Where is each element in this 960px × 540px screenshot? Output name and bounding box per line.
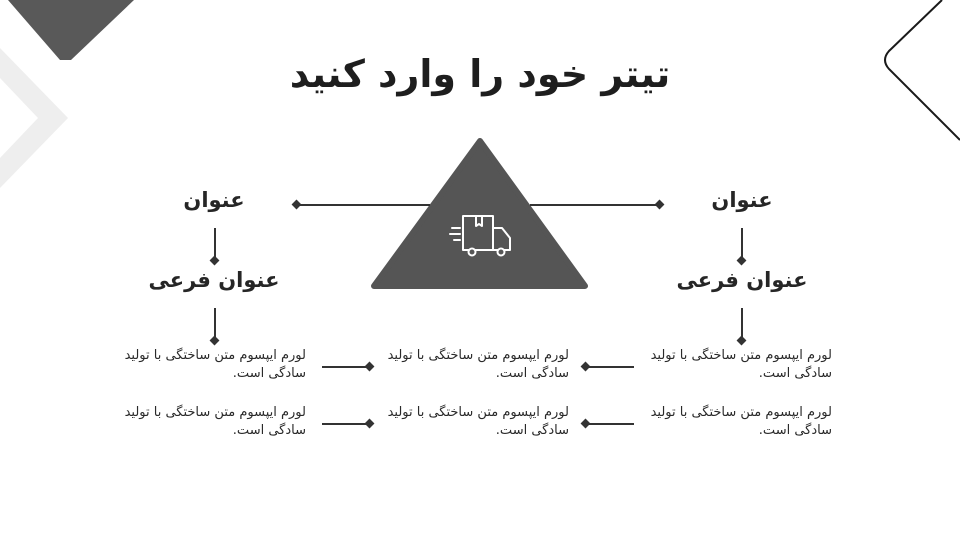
right-subheading: عنوان فرعی (676, 268, 808, 292)
center-triangle (374, 141, 585, 286)
right-heading: عنوان (711, 188, 773, 212)
left-subheading: عنوان فرعی (148, 268, 280, 292)
paragraph-center-1: لورم ایپسوم متن ساختگی با تولید سادگی است. (387, 348, 569, 381)
row1-connector-left (322, 366, 370, 368)
row2-connector-left (322, 423, 370, 425)
page-title: تیتر خود را وارد کنید (289, 52, 671, 96)
corner-dark-triangle (8, 0, 134, 60)
paragraph-center-2: لورم ایپسوم متن ساختگی با تولید سادگی است. (387, 405, 569, 438)
connector-right-heading (530, 204, 660, 206)
paragraph-left-1: لورم ایپسوم متن ساختگی با تولید سادگی است. (124, 348, 306, 381)
row1-connector-right (586, 366, 634, 368)
row2-connector-right (586, 423, 634, 425)
connector-left-heading (297, 204, 430, 206)
left-heading: عنوان (183, 188, 245, 212)
paragraph-right-1: لورم ایپسوم متن ساختگی با تولید سادگی است. (650, 348, 832, 381)
paragraph-left-2: لورم ایپسوم متن ساختگی با تولید سادگی است. (124, 405, 306, 438)
paragraph-right-2: لورم ایپسوم متن ساختگی با تولید سادگی است. (650, 405, 832, 438)
